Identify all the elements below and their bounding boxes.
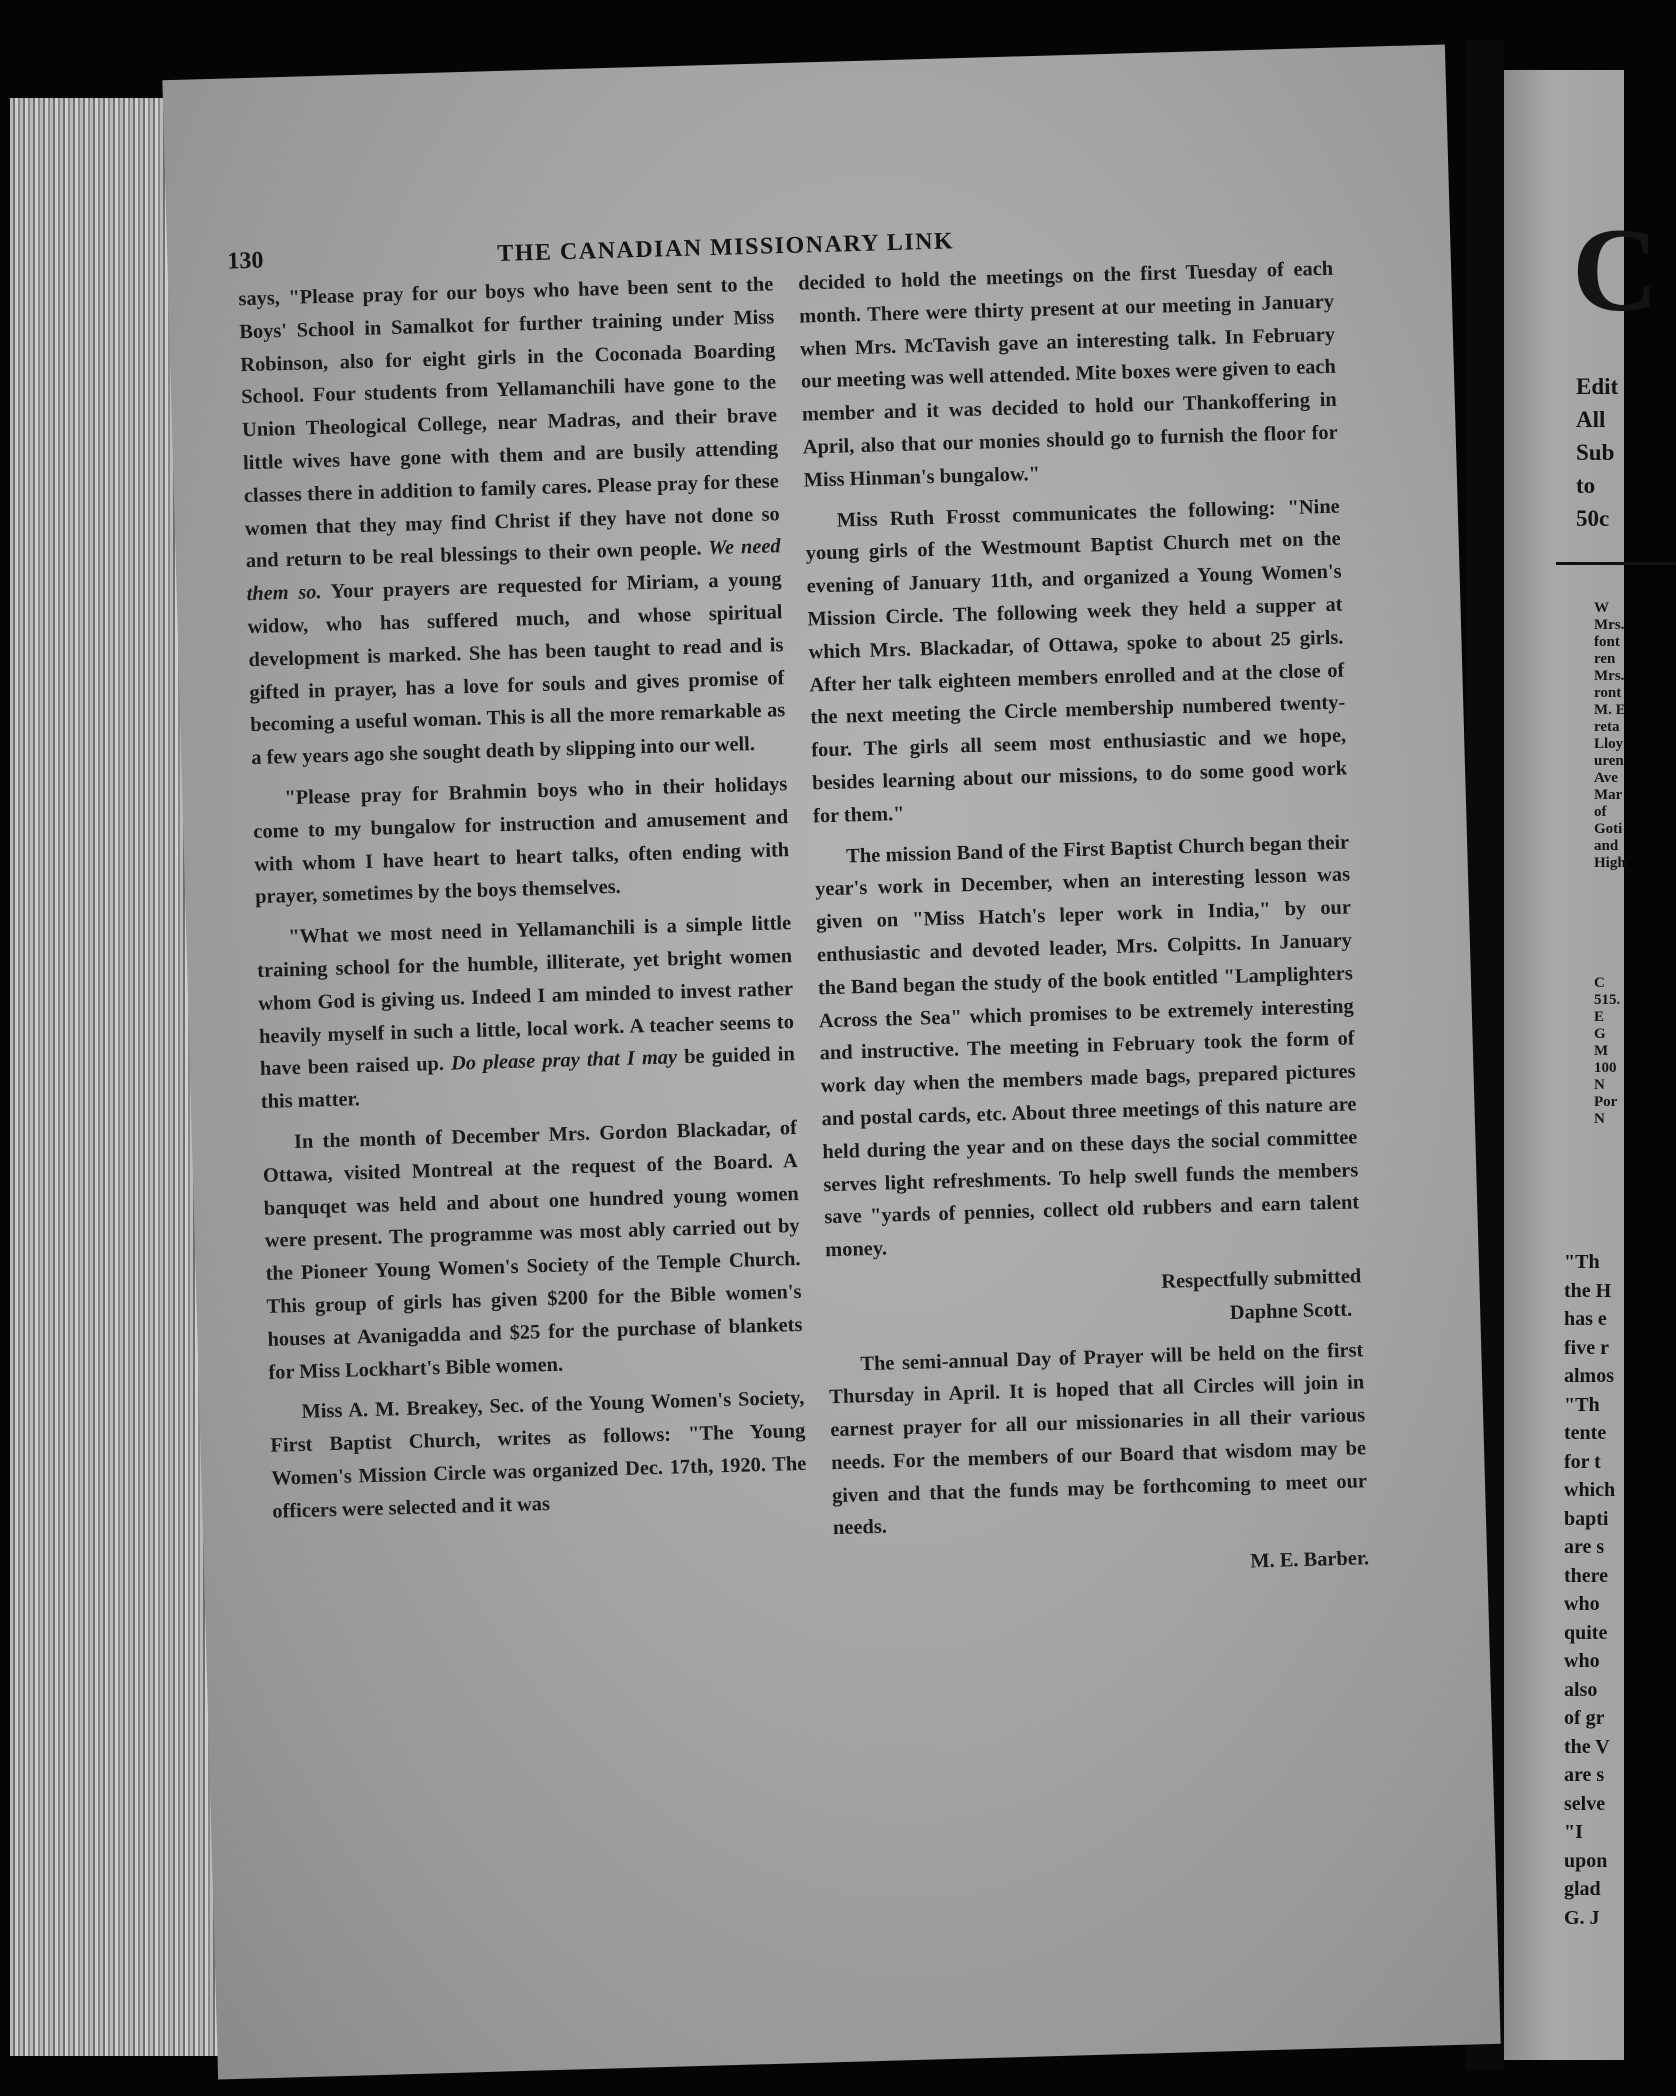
facing-page-directory-line: High — [1594, 855, 1626, 871]
facing-page-column-line: who — [1564, 1593, 1600, 1615]
facing-page-header-line: to — [1576, 473, 1596, 498]
facing-page-address-line: N — [1594, 1111, 1605, 1127]
facing-page-directory-line: ren — [1594, 651, 1616, 667]
facing-page-directory-line: Mrs. — [1594, 668, 1625, 684]
facing-page-column-line: which — [1564, 1479, 1616, 1501]
facing-page-directory-line: and — [1594, 838, 1619, 854]
facing-page-header-line: Sub — [1576, 440, 1615, 465]
left-paragraph-1 — [238, 268, 787, 775]
facing-page-directory-line: reta — [1594, 719, 1620, 735]
facing-page-header-line: 50c — [1576, 506, 1610, 531]
facing-page-column-line: who — [1564, 1650, 1600, 1672]
left-paragraph-2: "Please pray for Brahmin boys who in their holidays come to my bungalow for instruction and amusement and with whom I have heart to heart talks, often ending with prayer, sometimes by the boys themselves. — [253, 773, 790, 909]
facing-page-directory-line: Ave — [1594, 770, 1618, 786]
page-number: 130 — [227, 247, 264, 275]
facing-page-directory-line: Mrs. — [1594, 617, 1625, 633]
facing-page-column-line: of gr — [1564, 1707, 1605, 1729]
facing-page-column-line: upon — [1564, 1849, 1608, 1872]
facing-page-address-line: E — [1594, 1009, 1605, 1025]
facing-page-column-line: tente — [1564, 1422, 1607, 1444]
facing-page-fragment — [1504, 70, 1659, 2060]
facing-page-address-line: 100 — [1594, 1060, 1617, 1076]
right-paragraph-2: Miss Ruth Frosst communicates the following: "Nine young girls of the Westmount Baptist Church met on the evening of January 11th, and organized a Young Women's Mission Circle. The following week they held a supper at which Mrs. Blackadar, of Ottawa, spoke to about 25 girls. After her talk eighteen members enrolled and at the close of the next meeting the Circle membership numbered twenty-four. The girls all seem most enthusiastic and we hope, besides learning about our missions, to do some good work for them." — [805, 495, 1348, 828]
left-p1-end: Your prayers are requested for Miriam, a young widow, who has suffered much, and whose spiritual development is marked. She has been taught to read and is gifted in prayer, has a love for souls and gives promise of becoming a useful woman. This is all the more remarkable as a few years ago she sought death by slipping into our well. — [247, 568, 786, 770]
facing-page-column-line: "I — [1564, 1821, 1583, 1843]
left-paragraph-5: Miss A. M. Breakey, Sec. of the Young Women's Society, First Baptist Church, writes as follows: "The Young Women's Mission Circle was organized Dec. 17th, 1920. The officers were selected and it was — [270, 1387, 807, 1523]
facing-page-directory-line: Lloy — [1594, 736, 1624, 752]
facing-page-rule — [1556, 562, 1676, 565]
facing-page-directory-line: Mar — [1594, 787, 1623, 803]
left-paragraph-4: In the month of December Mrs. Gordon Blackadar, of Ottawa, visited Montreal at the request of the Board. A banquqet was held and about one hundred young women were present. The programme was most ably carried out by the Pioneer Young Women's Society of the Temple Church. This group of girls has given $200 for the Bible women's houses at Avanigadda and $25 for the purchase of blankets for Miss Lockhart's Bible women. — [262, 1116, 803, 1384]
facing-page-directory-line: W — [1594, 600, 1609, 616]
left-column — [238, 268, 808, 1528]
facing-page-directory-line: of — [1594, 804, 1607, 820]
left-paragraph-3 — [256, 907, 796, 1119]
facing-page-address-line: N — [1594, 1077, 1605, 1093]
facing-page-column-line: quite — [1564, 1621, 1608, 1644]
facing-page-directory-fragment — [1594, 600, 1626, 872]
facing-page-column-line: also — [1564, 1678, 1598, 1701]
signature: M. E. Barber. — [1250, 1547, 1370, 1573]
right-paragraph-1: decided to hold the meetings on the first Tuesday of each month. There were thirty present at our meeting in January when Mrs. McTavish gave an interesting talk. In February our meeting was well attended. Mite boxes were given to each member and it was decided to hold our Thankoffering in April, also that our monies should go to furnish the floor for Miss Hinman's bungalow." — [797, 257, 1338, 492]
facing-page-column-line: the V — [1564, 1735, 1610, 1758]
facing-page-column-line: five r — [1564, 1336, 1609, 1359]
facing-page-directory-line: ront — [1594, 685, 1622, 701]
facing-page-header-line: All — [1576, 407, 1606, 432]
signoff-name: Daphne Scott. — [1229, 1298, 1353, 1324]
facing-page-column-fragment — [1564, 1248, 1615, 1932]
left-p3-end: be guided in this matter. — [260, 1043, 796, 1114]
left-p1-text: says, "Please pray for our boys who have been sent to the Boys' School in Samalkot for further training under Miss Robinson, also for eight girls in the Coconada Boarding School. Four students from Yellamanchili have gone to the Union Theological College, near Madras, and their brave little wives have gone with them and are busily attending classes there in addition to family cares. Please pray for these women that they may find Christ if they have not done so and return to be real blessings to their own people. — [238, 273, 780, 573]
right-column — [798, 253, 1370, 1591]
right-paragraph-4: The semi-annual Day of Prayer will be held on the first Thursday in April. It is hoped that all Circles will join in earnest prayer for all our missionaries in all their various needs. For the members of our Board that wisdom may be given and that the funds may be forthcoming to meet our needs. — [829, 1338, 1368, 1540]
facing-page-address-fragment — [1594, 975, 1620, 1128]
left-p3-italic: Do please pray that I may — [450, 1046, 678, 1075]
journal-title: THE CANADIAN MISSIONARY LINK — [496, 228, 955, 268]
facing-page-column-line: has e — [1564, 1308, 1607, 1330]
facing-page-column-line: bapti — [1564, 1507, 1609, 1530]
facing-page-initial: C — [1572, 203, 1659, 336]
scanned-page — [162, 44, 1500, 2079]
facing-page-header-fragment — [1576, 370, 1618, 535]
facing-page-address-line: C — [1594, 975, 1605, 991]
left-p3-text: "What we most need in Yellamanchili is a simple little training school for the humble, illiterate, yet bright women whom God is giving us. Indeed I am minded to invest rather heavily myself in such a little, local work. A teacher seems to have been raised up. — [256, 912, 795, 1081]
facing-page-address-line: M — [1594, 1043, 1609, 1059]
facing-page-column-line: G. J — [1564, 1906, 1600, 1929]
facing-page-directory-line: Goti — [1594, 821, 1623, 837]
facing-page-address-line: 515. — [1594, 992, 1621, 1008]
signoff: Respectfully submitted — [1161, 1265, 1362, 1293]
facing-page-column-line: there — [1564, 1564, 1609, 1587]
facing-page-column-line: selve — [1564, 1792, 1606, 1815]
facing-page-address-line: G — [1594, 1026, 1606, 1042]
facing-page-column-line: glad — [1564, 1878, 1601, 1900]
facing-page-directory-line: font — [1594, 634, 1620, 650]
facing-page-column-line: are s — [1564, 1536, 1605, 1558]
facing-page-column-line: "Th — [1564, 1251, 1600, 1273]
facing-page-column-line: are s — [1564, 1764, 1605, 1786]
facing-page-column-line: for t — [1564, 1450, 1601, 1473]
facing-page-directory-line: uren — [1594, 753, 1624, 769]
facing-page-address-line: Por — [1594, 1094, 1618, 1110]
right-paragraph-3: The mission Band of the First Baptist Church began their year's work in December, when an interesting lesson was given on "Miss Hatch's leper work in India," by our enthusiastic and devoted leader, Mrs. Colpitts. In January the Band began the study of the book entitled "Lamplighters Across the Sea" which promises to be extremely interesting and instructive. The meeting in February took the form of work day when the members made bags, prepared pictures and postal cards, etc. About three meetings of this nature are held during the year and on these days the social committee serves light refreshments. To help swell funds the members save "yards of pennies, collect old rubbers and earn talent money. — [814, 831, 1360, 1262]
left-p1-italic: We need them so. — [246, 535, 781, 606]
facing-page-column-line: "Th — [1564, 1393, 1600, 1416]
facing-page-header-line: Edit — [1576, 374, 1619, 399]
facing-page-column-line: almos — [1564, 1365, 1614, 1387]
facing-page-column-line: the H — [1564, 1279, 1612, 1302]
facing-page-directory-line: M. E — [1594, 702, 1626, 718]
